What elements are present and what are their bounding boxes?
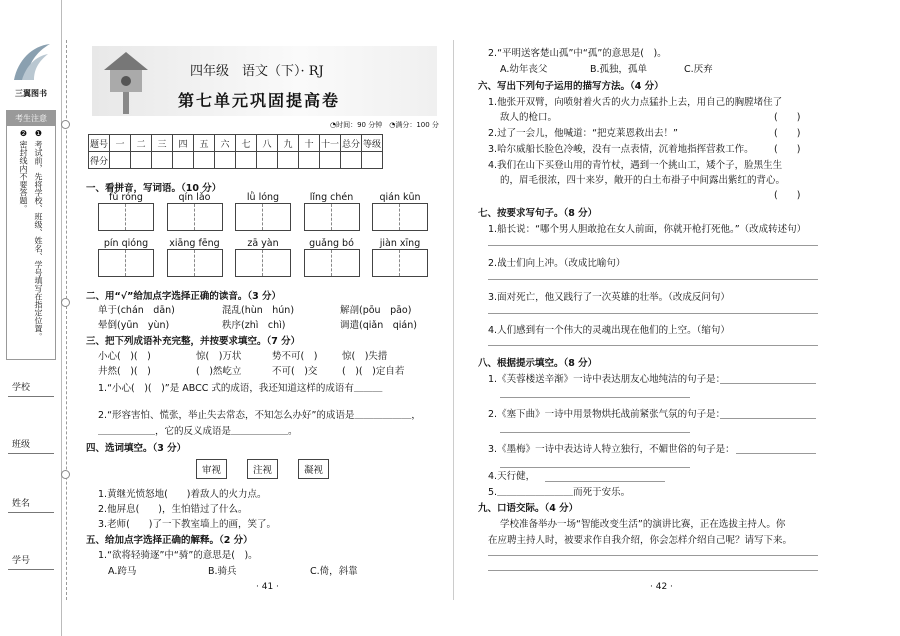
pinyin-item: guǎng bó (304, 238, 360, 277)
section-7-heading: 七、按要求写句子。（8 分） (478, 208, 598, 219)
reading-choice[interactable]: 混乱(hùn hún) (222, 305, 295, 316)
answer-line[interactable] (720, 418, 816, 419)
score-cell[interactable] (299, 152, 320, 169)
sentence: 敌人的枪口。 (500, 112, 558, 123)
answer-paren[interactable]: ( ) (774, 112, 801, 123)
score-cell: 十一 (320, 135, 341, 152)
reading-choice[interactable]: 晕倒(yūn yùn) (98, 320, 170, 331)
answer-paren[interactable]: ( ) (774, 190, 801, 201)
idiom-blank[interactable]: 势不可( ) (272, 351, 318, 362)
section-2-heading: 二、用“√”给加点字选择正确的读音。（3 分） (86, 291, 281, 302)
answer-grid[interactable] (235, 249, 291, 277)
option-b[interactable]: B.孤独，孤单 (590, 64, 648, 75)
sentence: 4.人们感到有一个伟大的灵魂出现在他们的上空。（缩句） (488, 325, 730, 336)
score-cell[interactable] (131, 152, 152, 169)
student-number-line (8, 569, 54, 570)
sentence: 的，眉毛很浓，四十来岁，敞开的白土布褂子中间露出紫红的背心。 (500, 175, 786, 186)
word-option: 注视 (247, 459, 278, 479)
score-cell: 等级 (362, 135, 383, 152)
class-label: 班级 (12, 440, 31, 450)
answer-grid[interactable] (98, 249, 154, 277)
answer-grid[interactable] (167, 249, 223, 277)
idiom-blank[interactable]: ( )( )定自若 (342, 366, 405, 377)
page-number: · 41 · (256, 582, 279, 592)
binding-hole-icon (61, 120, 70, 129)
idiom-blank[interactable]: 小心( )( ) (98, 351, 151, 362)
reading-choice[interactable]: 解剖(pōu pāo) (340, 305, 412, 316)
idiom-blank[interactable]: 不可( )交 (272, 366, 318, 377)
idiom-blank[interactable]: 惊( )万状 (196, 351, 242, 362)
score-cell: 题号 (89, 135, 110, 152)
section-6-heading: 六、写出下列句子运用的描写方法。（4 分） (478, 81, 664, 92)
sentence: 3.面对死亡，他又践行了一次英雄的壮举。（改成反问句） (488, 292, 730, 303)
answer-paren[interactable]: ( ) (774, 144, 801, 155)
score-cell: 七 (236, 135, 257, 152)
name-label: 姓名 (12, 499, 31, 509)
sentence: 4.我们在山下买登山用的青竹杖，遇到一个挑山工，矮个子，脸黑生生 (488, 160, 783, 171)
score-cell: 四 (173, 135, 194, 152)
school-line (8, 396, 54, 397)
page-number: · 42 · (650, 582, 673, 592)
pinyin-item: xiāng fēng (167, 238, 223, 277)
pinyin-item: jiàn xīng (372, 238, 428, 277)
prompt-text: 在应聘主持人时，被要求作自我介绍，你会怎样介绍自己呢？请写下来。 (488, 535, 793, 546)
notice-item: ❷ 密封线内不要答题。 (19, 129, 28, 213)
score-cell: 八 (257, 135, 278, 152)
answer-grid[interactable] (235, 203, 291, 231)
answer-line[interactable] (488, 279, 818, 280)
score-cell: 三 (152, 135, 173, 152)
time-score-info: ◔时间：90 分钟 ◔满分：100 分 (330, 121, 439, 129)
sentence: 2.《塞下曲》一诗中用景物烘托战前紧张气氛的句子是： (488, 409, 726, 420)
fill-sentence[interactable]: 3.老师( )了一下教室墙上的画，笑了。 (98, 519, 276, 530)
binding-hole-icon (61, 298, 70, 307)
pinyin-item: qín lǎo (167, 192, 223, 231)
notice-box (6, 110, 56, 360)
answer-line[interactable] (488, 245, 818, 246)
student-number-label: 学号 (12, 556, 31, 566)
sentence: 1.《芙蓉楼送辛渐》一诗中表达朋友心地纯洁的句子是： (488, 374, 726, 385)
sentence: 1.船长说：“哪个男人胆敢抢在女人前面，你就开枪打死他。”（改成转述句） (488, 224, 807, 235)
option-b[interactable]: B.骑兵 (208, 566, 237, 577)
pinyin-item: lǜ lóng (235, 192, 291, 231)
pinyin-item: zā yàn (235, 238, 291, 277)
score-cell[interactable] (215, 152, 236, 169)
question[interactable]: 1.“欲将轻骑逐”中“骑”的意思是( )。 (98, 550, 258, 561)
pinyin-row (98, 238, 428, 277)
sentence: 1.他张开双臂，向喷射着火舌的火力点猛扑上去，用自己的胸膛堵住了 (488, 97, 783, 108)
answer-grid[interactable] (167, 203, 223, 231)
section-3-heading: 三、把下列成语补充完整，并按要求填空。（7 分） (86, 336, 301, 347)
fill-sentence[interactable]: 2.他屏息( )，生怕错过了什么。 (98, 504, 248, 515)
option-c[interactable]: C.倚，斜靠 (310, 566, 358, 577)
page-divider (453, 40, 454, 600)
reading-choice[interactable]: 调遣(qiǎn qián) (340, 320, 417, 331)
section-5-heading: 五、给加点字选择正确的解释。（2 分） (86, 535, 253, 546)
pinyin-item: lǐng chén (304, 192, 360, 231)
page-title: 第七单元巩固提高卷 (178, 91, 341, 110)
section-4-heading: 四、选词填空。（3 分） (86, 443, 187, 454)
answer-line[interactable] (488, 313, 818, 314)
answer-line[interactable] (488, 555, 818, 556)
name-line (8, 512, 54, 513)
question[interactable]: 1.“小心( )( )”是 ABCC 式的成语，我还知道这样的成语有＿＿＿ (98, 383, 383, 394)
score-cell: 十 (299, 135, 320, 152)
score-cell[interactable] (257, 152, 278, 169)
answer-line[interactable] (720, 383, 816, 384)
score-cell[interactable] (341, 152, 362, 169)
option-c[interactable]: C.厌弃 (684, 64, 713, 75)
question[interactable]: ＿＿＿＿＿＿，它的反义成语是＿＿＿＿＿＿。 (98, 426, 298, 437)
answer-paren[interactable]: ( ) (774, 128, 801, 139)
sentence: 3.哈尔威船长脸色冷峻，没有一点表情，沉着地指挥营救工作。 (488, 144, 754, 155)
section-9-heading: 九、口语交际。（4 分） (478, 503, 579, 514)
fill-sentence[interactable]: 1.黄继光愤怒地( )着敌人的火力点。 (98, 489, 267, 500)
score-cell: 六 (215, 135, 236, 152)
answer-grid[interactable] (372, 249, 428, 277)
score-cell[interactable] (320, 152, 341, 169)
sentence: 2.过了一会儿，他喊道：“把克莱恩救出去！” (488, 128, 678, 139)
score-cell[interactable] (362, 152, 383, 169)
option-a[interactable]: A.幼年丧父 (500, 64, 548, 75)
sentence: 2.战士们向上冲。（改成比喻句） (488, 258, 626, 269)
score-cell: 九 (278, 135, 299, 152)
school-label: 学校 (12, 383, 31, 393)
score-cell[interactable] (278, 152, 299, 169)
word-option: 凝视 (298, 459, 329, 479)
option-a[interactable]: A.跨马 (108, 566, 137, 577)
score-cell[interactable] (110, 152, 131, 169)
answer-line[interactable] (736, 453, 816, 454)
notice-title: 考生注意 (7, 111, 55, 126)
score-cell[interactable] (152, 152, 173, 169)
pinyin-item: qián kūn (372, 192, 428, 231)
score-cell: 五 (194, 135, 215, 152)
answer-line[interactable] (500, 397, 690, 398)
class-line (8, 453, 54, 454)
word-bank (196, 459, 329, 479)
logo-icon (8, 40, 54, 86)
answer-line[interactable] (488, 570, 818, 571)
answer-line[interactable] (545, 481, 665, 482)
sentence: 3.《墨梅》一诗中表达诗人特立独行，不媚世俗的句子是： (488, 444, 735, 455)
score-cell: 二 (131, 135, 152, 152)
pinyin-item: fǔ róng (98, 192, 154, 231)
reading-choice[interactable]: 秩序(zhì chì) (222, 320, 286, 331)
reading-choice[interactable]: 单于(chán dān) (98, 305, 175, 316)
pinyin-row (98, 192, 428, 231)
score-cell[interactable] (194, 152, 215, 169)
section-8-heading: 八、根据提示填空。（8 分） (478, 358, 598, 369)
notice-item: ❶ 考试前，先将学校、班级、姓名、学号填写在指定位置。 (34, 129, 43, 341)
pinyin-item: pín qióng (98, 238, 154, 277)
brand-name: 三翼图书 (15, 89, 47, 98)
question[interactable]: 2.“形容害怕、慌张，举止失去常态，不知怎么办好”的成语是＿＿＿＿＿＿， (98, 410, 421, 421)
score-cell: 一 (110, 135, 131, 152)
section-1-heading: 一、看拼音，写词语。（10 分） (86, 183, 222, 194)
prompt-text: 学校准备举办一场“智能改变生活”的演讲比赛，正在选拔主持人。你 (500, 519, 786, 530)
answer-line[interactable] (488, 345, 818, 346)
question[interactable]: 2.“平明送客楚山孤”中“孤”的意思是( )。 (488, 48, 667, 59)
answer-grid[interactable] (98, 203, 154, 231)
answer-grid[interactable] (372, 203, 428, 231)
idiom-blank[interactable]: 井然( )( ) (98, 366, 151, 377)
answer-line[interactable] (500, 432, 690, 433)
word-option: 审视 (196, 459, 227, 479)
sentence: 4.天行健， (488, 471, 536, 482)
score-table (88, 134, 383, 169)
binding-hole-icon (61, 470, 70, 479)
sentence: 5.＿＿＿＿＿＿＿＿而死于安乐。 (488, 487, 631, 498)
idiom-blank[interactable]: ( )然屹立 (196, 366, 242, 377)
answer-grid[interactable] (304, 249, 360, 277)
birdhouse-icon (96, 48, 156, 114)
score-cell: 总分 (341, 135, 362, 152)
score-cell: 得分 (89, 152, 110, 169)
grade-subject: 四年级 语文（下）· RJ (190, 64, 324, 79)
score-cell[interactable] (173, 152, 194, 169)
score-cell[interactable] (236, 152, 257, 169)
answer-grid[interactable] (304, 203, 360, 231)
idiom-blank[interactable]: 惊( )失措 (342, 351, 388, 362)
